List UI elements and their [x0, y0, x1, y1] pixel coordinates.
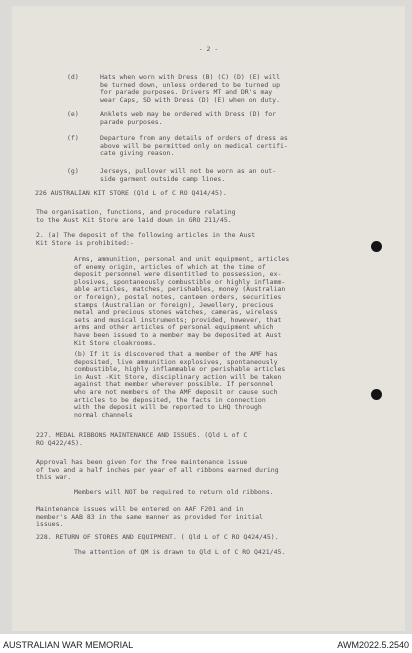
section-227-p1: Approval has been given for the free maintenance issue of two and a half inches per year of all ribbons earned during this war.: [36, 458, 279, 482]
sub-item-label: (f): [67, 134, 79, 142]
section-227-p2: Members will NOT be required to return old ribbons.: [74, 488, 274, 496]
footer-right: AWM2022.5.2540: [337, 640, 409, 650]
punch-hole: [371, 389, 382, 400]
page-number: - 2 -: [198, 45, 219, 53]
section-228-p1: The attention of QM is drawn to Qld L of C RO Q421/45.: [74, 548, 286, 556]
sub-item-text: Hats when worn with Dress (B) (C) (D) (E) will be turned down, unless ordered to be turned up for parade purposes. Drivers MT and DR's may wear Caps, SD with Dress (D) (E) when on duty.: [100, 73, 281, 104]
document-page: [12, 6, 405, 631]
archive-footer: [0, 634, 412, 653]
section-226-heading: 226 AUSTRALIAN KIT STORE (Qld L of C RO Q414/45).: [35, 189, 227, 197]
sub-item-text: Departure from any details of orders of dress as above will be permitted only on medical certifi- cate giving reason.: [100, 134, 288, 158]
sub-item-label: (d): [67, 73, 79, 81]
section-227-p3: Maintenance issues will be entered on AAF F201 and in member's AAB 83 in the same manner as provided for initial issues.: [36, 505, 263, 529]
section-226-intro: The organisation, functions, and procedure relating to the Aust Kit Store are laid down in GRO 211/45.: [36, 208, 236, 224]
para-2b: (b) If it is discovered that a member of the AMF has deposited, live ammunition explosives, spontaneously combustible, highly inflammable or perishable articles in Aust -Kit Store, disciplinary action will be taken against that member wherever possible. If personnel who are not members of the AMF deposit or cause such articles to be deposited, the facts in connection with the deposit will be reported to LHQ through normal channels: [74, 350, 286, 419]
section-228-heading: 228. RETURN OF STORES AND EQUIPMENT. ( Qld L of C RO Q424/45).: [36, 533, 279, 541]
footer-left: AUSTRALIAN WAR MEMORIAL: [3, 640, 134, 650]
sub-item-label: (e): [67, 110, 79, 118]
para-2a: 2. (a) The deposit of the following articles in the Aust Kit Store is prohibited:-: [36, 231, 256, 247]
section-227-heading: 227. MEDAL RIBBONS MAINTENANCE AND ISSUES. (Qld L of C RO Q422/45).: [36, 431, 248, 447]
para-2a-list: Arms, ammunition, personal and unit equipment, articles of enemy origin, articles of which at the time of deposit personnel were disentitled to possession, ex- plosives, spontaneously combustible or highly inflamm- able articles, matches, perishables, money (Australian or foreign), postal notes, canteen orders, securities stamps (Australian or foreign), Jewellery, precious metal and precious stones watches, cameras, wireless sets and musical instruments; provided, however, that arms and other articles of personal equipment which have been issued to a member may be deposited at Aust Kit Store cloakrooms.: [74, 255, 290, 347]
sub-item-text: Jerseys, pullover will not be worn as an out- side garment outside camp lines.: [100, 167, 277, 183]
sub-item-text: Anklets web may be ordered with Dress (D) for parade purposes.: [100, 110, 277, 126]
sub-item-label: (g): [67, 167, 79, 175]
punch-hole: [371, 241, 382, 252]
